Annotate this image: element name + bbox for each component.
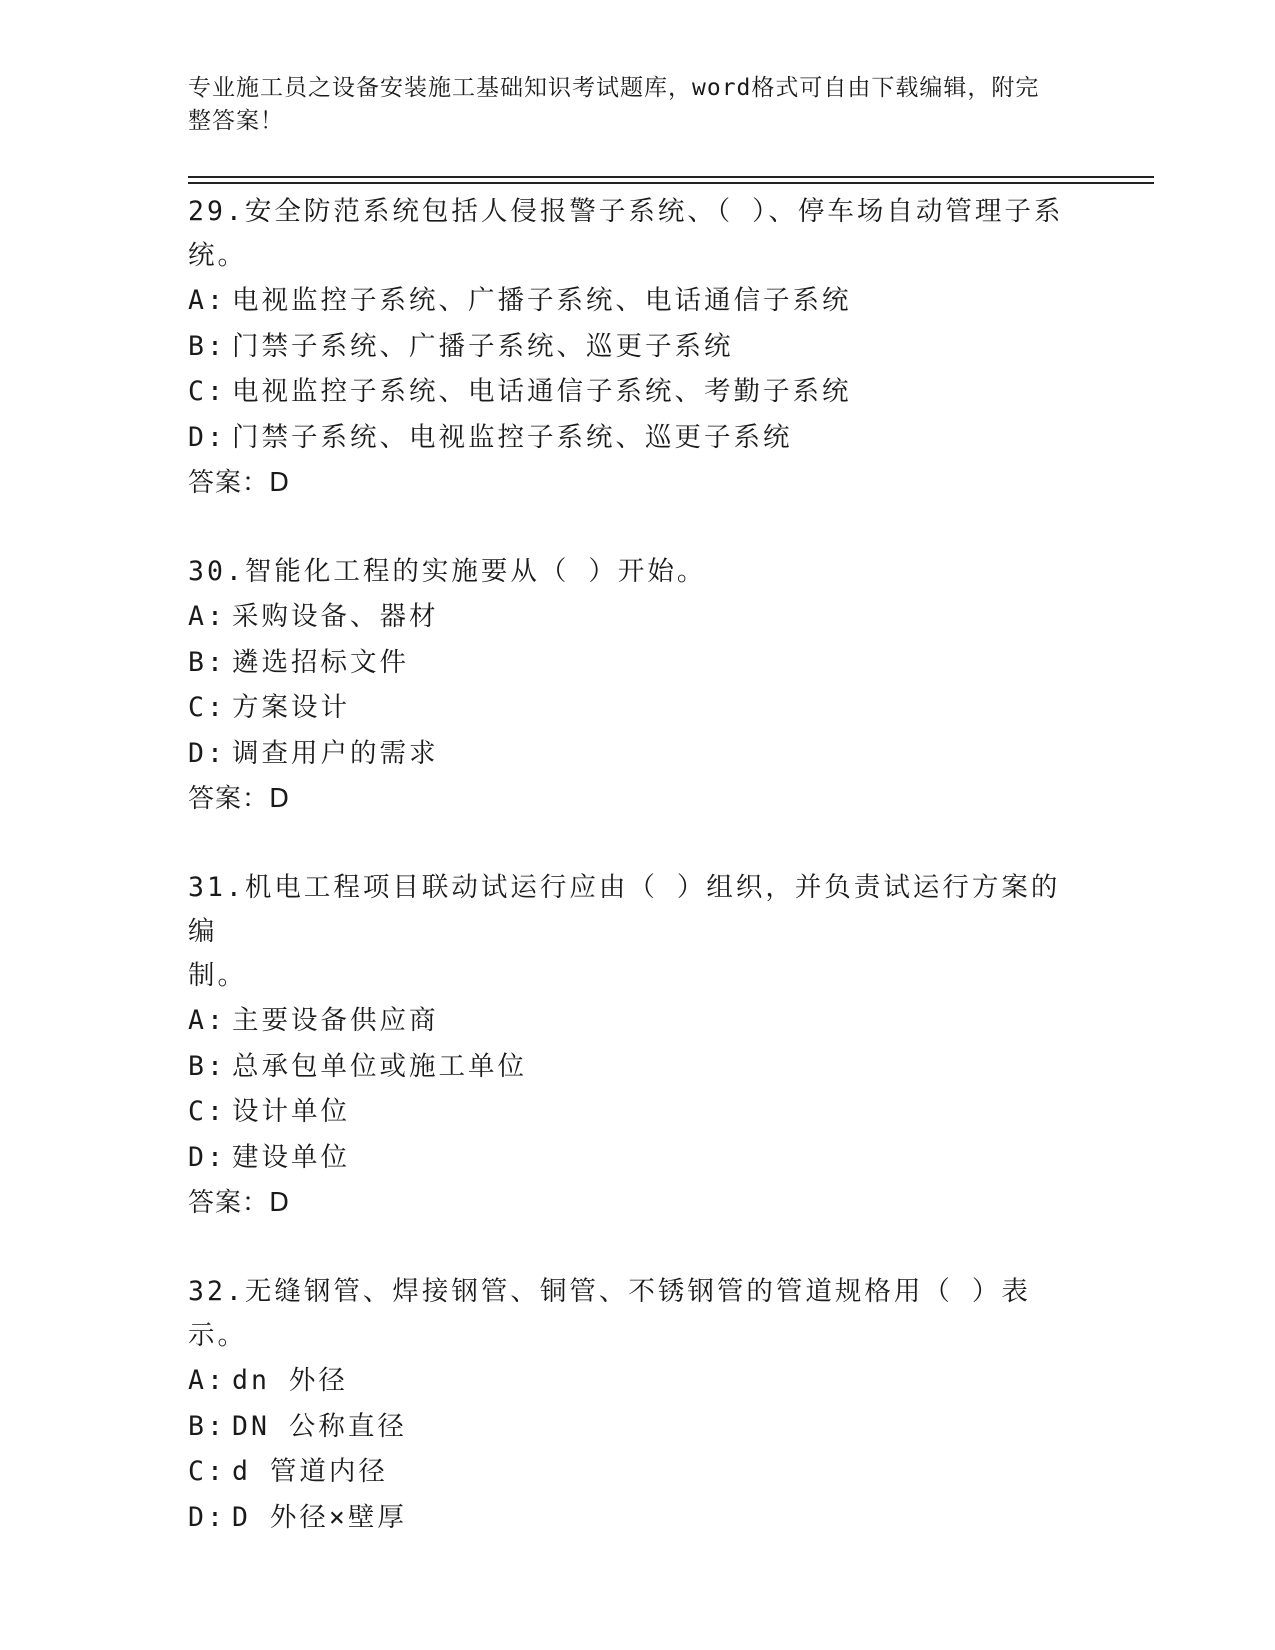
question-29 xyxy=(188,190,1068,506)
option-text: 电视监控子系统、电话通信子系统、考勤子系统 xyxy=(232,376,852,407)
option-d xyxy=(188,1135,1068,1181)
option-text: dn 外径 xyxy=(232,1365,348,1396)
question-32 xyxy=(188,1270,1068,1540)
option-text: 总承包单位或施工单位 xyxy=(232,1050,527,1082)
option-key: C: xyxy=(188,1096,226,1127)
option-key: A: xyxy=(188,1365,226,1396)
option-text: 方案设计 xyxy=(232,692,350,723)
option-key: C: xyxy=(188,1456,226,1487)
option-d xyxy=(188,1495,1068,1541)
option-key: B: xyxy=(188,646,226,678)
answer-line: 答案：D xyxy=(188,468,291,498)
option-text: 门禁子系统、广播子系统、巡更子系统 xyxy=(232,330,734,362)
header-divider-top xyxy=(188,176,1154,178)
question-stem-continued: 制。 xyxy=(188,960,247,991)
option-b xyxy=(188,324,1068,370)
header-divider-bottom xyxy=(188,182,1154,184)
option-text: 电视监控子系统、广播子系统、电话通信子系统 xyxy=(232,285,852,316)
option-c xyxy=(188,685,1068,731)
option-key: D: xyxy=(188,1501,226,1533)
option-text: 建设单位 xyxy=(232,1141,350,1173)
header-line-2: 整答案！ xyxy=(188,108,284,134)
question-stem: 32.无缝钢管、焊接钢管、铜管、不锈钢管的管道规格用（ ）表示。 xyxy=(188,1276,1031,1351)
option-key: D: xyxy=(188,737,226,769)
option-key: A: xyxy=(188,1005,226,1036)
option-key: C: xyxy=(188,692,226,723)
question-stem: 29.安全防范系统包括人侵报警子系统、（ ）、停车场自动管理子系 xyxy=(188,196,1064,227)
option-key: D: xyxy=(188,1141,226,1173)
option-a xyxy=(188,594,1068,640)
option-key: D: xyxy=(188,421,226,453)
option-c xyxy=(188,1089,1068,1135)
option-text: 遴选招标文件 xyxy=(232,646,409,678)
option-text: 主要设备供应商 xyxy=(232,1005,439,1036)
question-stem: 31.机电工程项目联动试运行应由（ ）组织，并负责试运行方案的编 xyxy=(188,872,1061,947)
option-key: B: xyxy=(188,330,226,362)
option-key: B: xyxy=(188,1050,226,1082)
option-c xyxy=(188,1449,1068,1495)
option-key: B: xyxy=(188,1410,226,1442)
option-b xyxy=(188,1404,1068,1450)
option-text: 设计单位 xyxy=(232,1096,350,1127)
option-text: 采购设备、器材 xyxy=(232,601,439,632)
question-31 xyxy=(188,866,1068,1226)
option-c xyxy=(188,369,1068,415)
option-text: D 外径×壁厚 xyxy=(232,1501,407,1533)
option-b xyxy=(188,1044,1068,1090)
document-header xyxy=(188,72,1068,138)
option-b xyxy=(188,640,1068,686)
answer-line: 答案：D xyxy=(188,784,291,814)
option-key: A: xyxy=(188,601,226,632)
option-a xyxy=(188,998,1068,1044)
option-text: d 管道内径 xyxy=(232,1456,388,1487)
option-a xyxy=(188,1358,1068,1404)
question-30 xyxy=(188,550,1068,822)
option-text: DN 公称直径 xyxy=(232,1410,407,1442)
question-list xyxy=(188,190,1068,1584)
option-d xyxy=(188,731,1068,777)
option-a xyxy=(188,278,1068,324)
answer-line: 答案：D xyxy=(188,1188,291,1218)
option-d xyxy=(188,415,1068,461)
option-key: C: xyxy=(188,376,226,407)
header-line-1: 专业施工员之设备安装施工基础知识考试题库，word格式可自由下载编辑，附完 xyxy=(188,75,1040,101)
option-text: 调查用户的需求 xyxy=(232,737,439,769)
option-text: 门禁子系统、电视监控子系统、巡更子系统 xyxy=(232,421,793,453)
question-stem-continued: 统。 xyxy=(188,240,247,271)
question-stem: 30.智能化工程的实施要从（ ）开始。 xyxy=(188,556,707,587)
option-key: A: xyxy=(188,285,226,316)
